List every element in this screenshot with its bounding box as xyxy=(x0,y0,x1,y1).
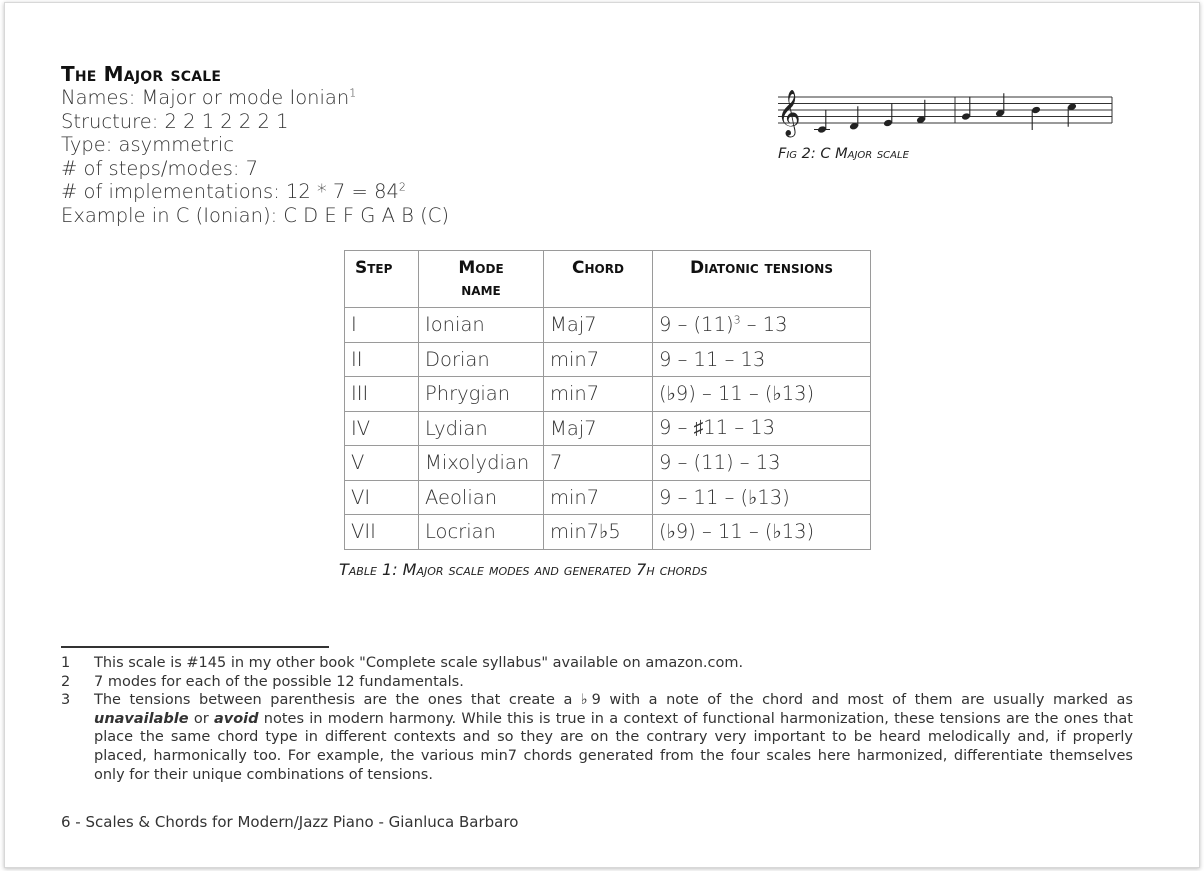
page-footer: 6 - Scales & Chords for Modern/Jazz Piano - Gianluca Barbaro xyxy=(61,813,519,831)
header-mode: Mode name xyxy=(419,251,544,308)
header-chord: Chord xyxy=(544,251,653,308)
mode-cell: Mixolydian xyxy=(419,446,544,481)
chord-cell: min7 xyxy=(544,342,653,377)
footnotes xyxy=(61,654,1133,784)
step-cell: V xyxy=(345,446,419,481)
footnote-ref-2: 2 xyxy=(398,180,406,194)
table-row xyxy=(345,480,871,515)
step-cell: III xyxy=(345,377,419,412)
mode-cell: Lydian xyxy=(419,411,544,446)
structure-line: Structure: 2 2 1 2 2 2 1 xyxy=(61,109,289,133)
type-line: Type: asymmetric xyxy=(61,133,234,156)
c-major-staff xyxy=(778,88,1114,138)
tensions-cell: 9 – ♯11 – 13 xyxy=(653,411,871,446)
chord-cell: min7 xyxy=(544,377,653,412)
names-line: Names: Major or mode Ionian$^1$ xyxy=(61,86,357,109)
footnote-ref-3: 3 xyxy=(733,313,741,327)
chord-cell: 7 xyxy=(544,446,653,481)
step-cell: VII xyxy=(345,515,419,550)
tensions-cell: (♭9) – 11 – (♭13) xyxy=(653,377,871,412)
table-caption: Table 1: Major scale modes and generated 7h chords xyxy=(339,560,708,579)
header-step: Step xyxy=(345,251,419,308)
tensions-cell: (♭9) – 11 – (♭13) xyxy=(653,515,871,550)
mode-cell: Locrian xyxy=(419,515,544,550)
example-line: Example in C (Ionian): C D E F G A B (C) xyxy=(61,203,449,227)
table-row xyxy=(345,515,871,550)
treble-clef-icon: 𝄞 xyxy=(778,90,801,136)
scale-info xyxy=(61,86,449,227)
implementations-line: # of implementations: $12 * 7 = 84^2$ xyxy=(61,180,406,203)
chord-cell: min7 xyxy=(544,480,653,515)
chord-cell: min7♭5 xyxy=(544,515,653,550)
figure-caption: Fig 2: C Major scale xyxy=(778,146,909,162)
header-tensions: Diatonic tensions xyxy=(653,251,871,308)
table-row xyxy=(345,308,871,343)
footnote-2: 2 7 modes for each of the possible 12 fundamentals. xyxy=(61,673,464,690)
step-cell: I xyxy=(345,308,419,343)
chord-cell: Maj7 xyxy=(544,411,653,446)
table-row xyxy=(345,446,871,481)
footnote-1: 1 This scale is #145 in my other book "Complete scale syllabus" available on amazon.com. xyxy=(61,655,744,671)
tensions-cell: 9 – (11) – 13 xyxy=(653,446,871,481)
step-cell: IV xyxy=(345,411,419,446)
notes xyxy=(814,93,1077,134)
step-cell: II xyxy=(345,342,419,377)
footnote-divider xyxy=(61,646,329,648)
tensions-cell: 9 – 11 – (♭13) xyxy=(653,480,871,515)
table-row xyxy=(345,377,871,412)
staff-svg xyxy=(778,88,1114,138)
mode-cell: Dorian xyxy=(419,342,544,377)
modes-table xyxy=(344,250,871,550)
mode-cell: Ionian xyxy=(419,308,544,343)
chord-cell: Maj7 xyxy=(544,308,653,343)
table-header-row xyxy=(345,251,871,308)
footnote-ref-1: 1 xyxy=(349,86,357,100)
table-row xyxy=(345,342,871,377)
footnote-3: 3 The tensions between parenthesis are the ones that create a ♭9 with a note of the chord and most of them are usually marked as unavailable or avoid notes in modern harmony. While this is true in a context of functional harmonization, these tensions are the ones that place the same chord type in different contexts and so they are on the contrary very important to be heard melodically and, if properly placed, harmonically too. For example, the various min7 chords generated from the four scales here harmonized, differentiate themselves only for their unique combinations of tensions. xyxy=(61,692,1133,783)
table-row xyxy=(345,411,871,446)
mode-cell: Aeolian xyxy=(419,480,544,515)
mode-cell: Phrygian xyxy=(419,377,544,412)
tensions-cell: 9 – 11 – 13 xyxy=(653,342,871,377)
step-cell: VI xyxy=(345,480,419,515)
steps-line: # of steps/modes: 7 xyxy=(61,156,259,180)
page-title: The Major scale xyxy=(61,62,222,86)
tensions-cell: $9 - (11)^3 - 13$ xyxy=(653,308,871,343)
